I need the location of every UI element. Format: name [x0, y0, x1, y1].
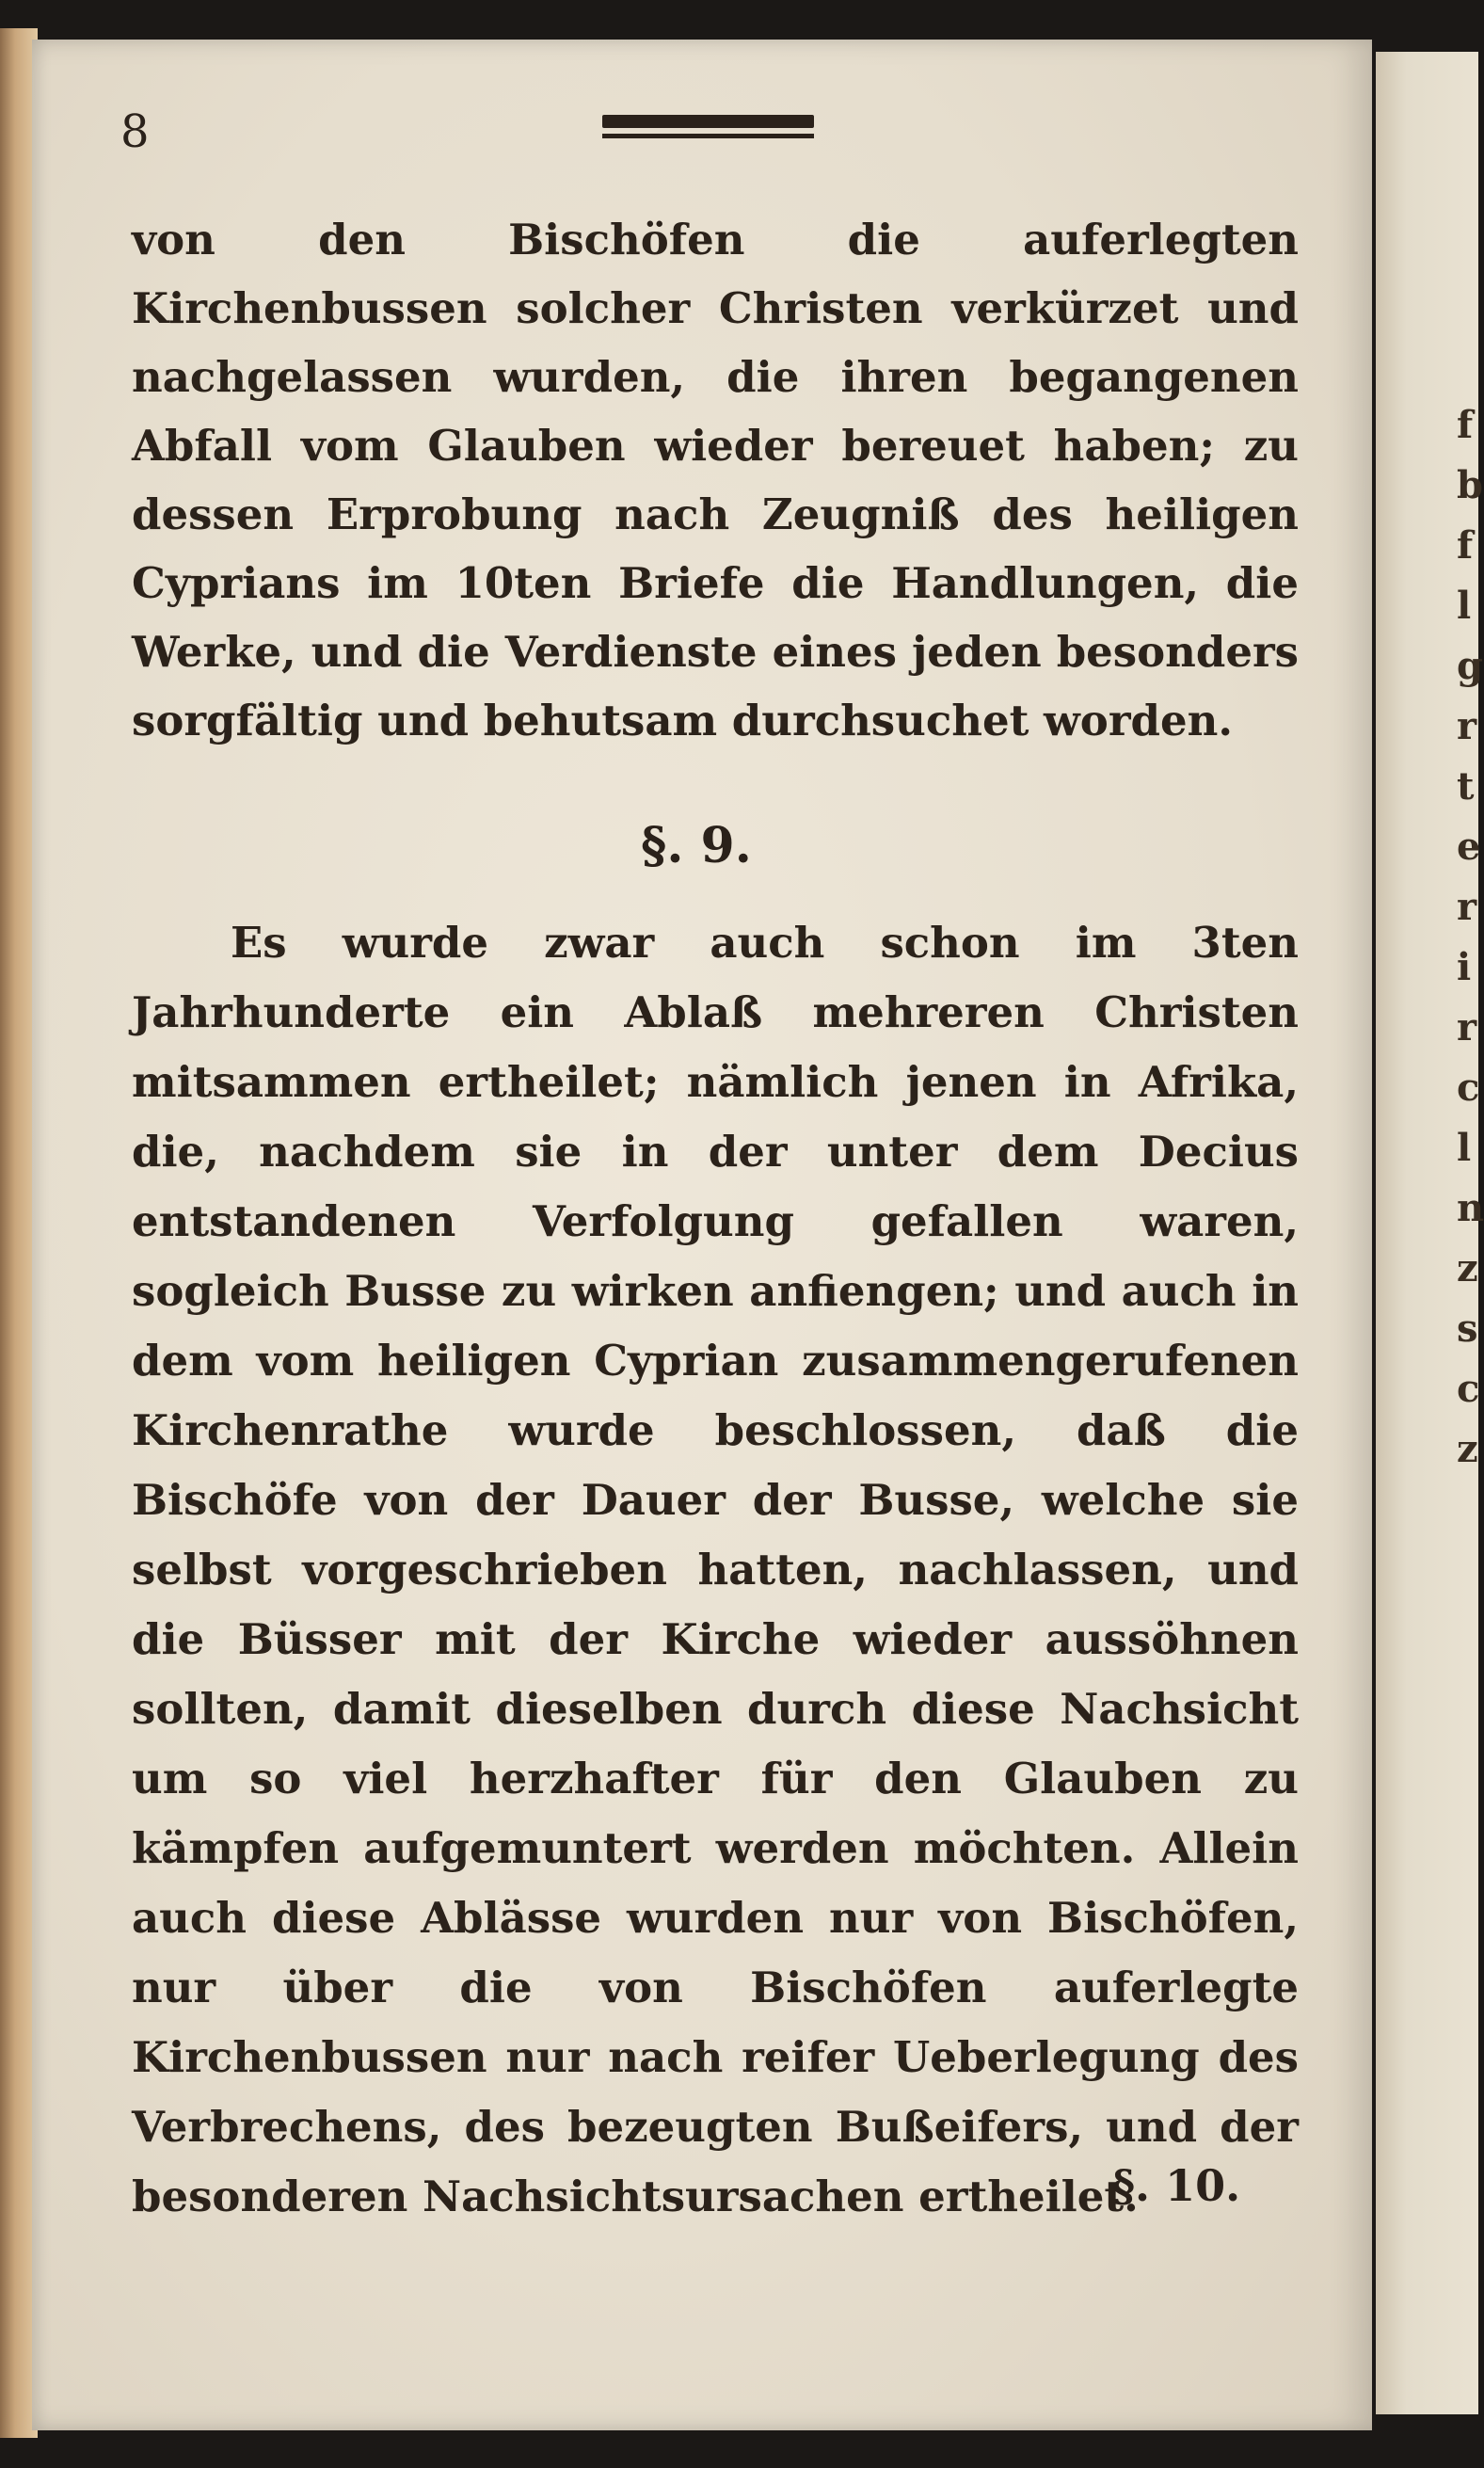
paragraph-2-text: Es wurde zwar auch schon im 3ten Jahrhunderte ein Ablaß mehreren Christen mitsammen ertheilet; nämlich jenen in Afrika, die, nachdem sie in der unter dem Decius entstandenen Verfolgung gefallen waren, sogleich Busse zu wirken anfiengen; und auch in dem vom heiligen Cyprian zusammengerufenen Kirchenrathe wurde beschlossen, daß die Bischöfe von der Dauer der Busse, welche sie selbst vorgeschrieben hatten, nachlassen, und die Büsser mit der Kirche wieder aussöhnen sollten, damit dieselben durch diese Nachsicht um so viel herzhafter für den Glauben zu kämpfen aufgemuntert werden möchten. Allein auch diese Ablässe wurden nur von Bischöfen, nur über die von Bischöfen auferlegte Kirchenbussen nur nach reifer Ueberlegung des Verbrechens, des bezeugten Bußeifers, und der besonderen Nachsichtsursachen ertheilet.: [132, 918, 1299, 2221]
paragraph-1: [132, 205, 1299, 755]
catchword: §. 10.: [1112, 2160, 1241, 2211]
paragraph-1-text: von den Bischöfen die auferlegten Kirchenbussen solcher Christen verkürzet und nachgelassen wurden, die ihren begangenen Abfall vom Glauben wieder bereuet haben; zu dessen Erprobung nach Zeugniß des heiligen Cyprians im 10ten Briefe die Handlungen, die Werke, und die Verdienste eines jeden besonders sorgfältig und behutsam durchsuchet worden.: [132, 215, 1299, 745]
section-heading: §. 9.: [641, 817, 752, 874]
page-number: 8: [120, 105, 150, 158]
paragraph-2: [132, 908, 1299, 2232]
next-page-glyphs: f b f l g r t e r i r c l n z s c z: [1457, 403, 1484, 1471]
header-ornament-rule: [602, 115, 814, 138]
